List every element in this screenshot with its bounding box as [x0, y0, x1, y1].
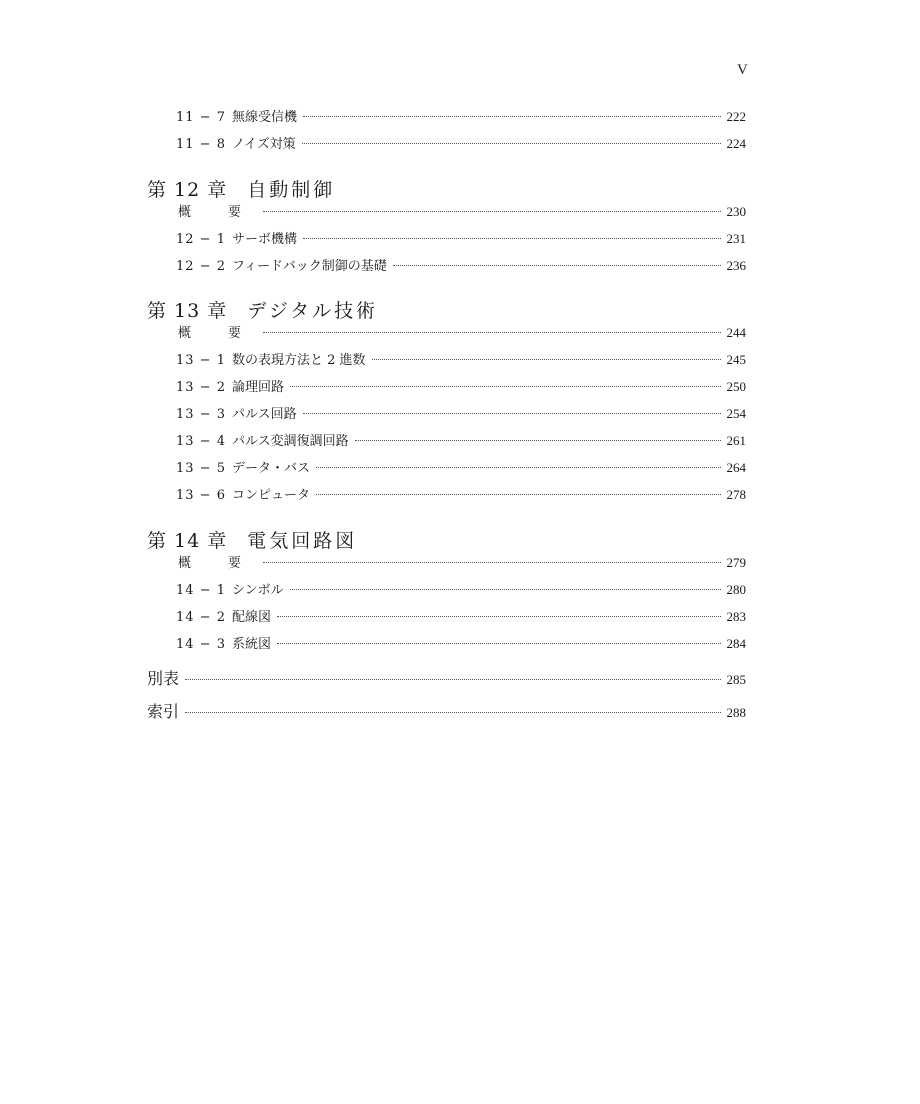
section-title: 系統図 [232, 637, 272, 652]
section-number: 14 − 3 [176, 637, 226, 652]
chapter-number: 第 14 章 [147, 530, 228, 552]
dot-leader [263, 211, 720, 212]
page-ref: 264 [726, 460, 746, 475]
section-number: 13 − 5 [176, 461, 226, 476]
dot-leader [302, 143, 721, 144]
dot-leader [303, 116, 720, 117]
toc-entry-section[interactable] [176, 133, 746, 152]
section-title: パルス回路 [232, 407, 297, 422]
page-ref: 250 [726, 379, 746, 394]
toc-entry-appendix[interactable] [147, 666, 746, 689]
section-number: 11 − 7 [176, 110, 226, 125]
page-ref: 284 [726, 636, 746, 651]
page-ref: 231 [726, 231, 746, 246]
toc-entry-section[interactable] [176, 255, 746, 274]
section-title: データ・バス [232, 461, 311, 476]
section-title: シンボル [232, 583, 284, 598]
chapter-title: 自動制御 [247, 179, 336, 201]
appendix-title: 別表 [147, 669, 180, 688]
chapter-title: デジタル技術 [247, 300, 379, 322]
page-ref: 285 [726, 672, 746, 687]
chapter-number: 第 13 章 [147, 300, 228, 322]
page-ref: 244 [726, 325, 746, 340]
page-ref: 288 [726, 705, 746, 720]
page-ref: 283 [726, 609, 746, 624]
page-ref: 222 [726, 109, 746, 124]
section-number: 12 − 1 [176, 232, 226, 247]
dot-leader [290, 386, 720, 387]
dot-leader [263, 562, 720, 563]
chapter-heading[interactable] [147, 296, 378, 323]
toc-entry-overview[interactable] [178, 322, 746, 341]
section-number: 11 − 8 [176, 137, 226, 152]
dot-leader [316, 467, 720, 468]
dot-leader [316, 494, 720, 495]
section-number: 13 − 1 [176, 353, 226, 368]
page-ref: 236 [726, 258, 746, 273]
section-number: 13 − 3 [176, 407, 226, 422]
dot-leader [290, 589, 721, 590]
section-title: 無線受信機 [232, 110, 298, 125]
chapter-heading[interactable] [147, 175, 335, 202]
page-ref: 278 [726, 487, 746, 502]
dot-leader [355, 440, 721, 441]
overview-label: 概 要 [178, 205, 254, 220]
dot-leader [303, 413, 721, 414]
toc-entry-section[interactable] [176, 457, 746, 476]
page-ref: 224 [726, 136, 746, 151]
toc-entry-section[interactable] [176, 633, 746, 652]
dot-leader [393, 265, 721, 266]
chapter-heading[interactable] [147, 526, 357, 553]
toc-entry-section[interactable] [176, 376, 746, 395]
page-ref: 254 [726, 406, 746, 421]
dot-leader [277, 616, 720, 617]
overview-label: 概 要 [178, 556, 254, 571]
toc-entry-overview[interactable] [178, 201, 746, 220]
page-ref: 245 [726, 352, 746, 367]
toc-entry-overview[interactable] [178, 552, 746, 571]
section-title: サーボ機構 [232, 232, 298, 247]
page-ref: 261 [726, 433, 746, 448]
toc-entry-section[interactable] [176, 430, 746, 449]
section-number: 12 − 2 [176, 259, 226, 274]
page-ref: 280 [726, 582, 746, 597]
dot-leader [303, 238, 720, 239]
index-title: 索引 [147, 702, 180, 721]
toc-entry-section[interactable] [176, 579, 746, 598]
toc-entry-section[interactable] [176, 484, 746, 503]
toc-entry-section[interactable] [176, 106, 746, 125]
toc-entry-section[interactable] [176, 349, 746, 368]
section-number: 13 − 4 [176, 434, 226, 449]
section-title: 論理回路 [232, 380, 285, 395]
dot-leader [372, 359, 721, 360]
dot-leader [277, 643, 720, 644]
section-title: ノイズ対策 [232, 137, 296, 152]
dot-leader [263, 332, 720, 333]
toc-entry-section[interactable] [176, 228, 746, 247]
chapter-number: 第 12 章 [147, 179, 228, 201]
dot-leader [185, 712, 720, 713]
toc-entry-section[interactable] [176, 403, 746, 422]
chapter-title: 電気回路図 [247, 530, 358, 552]
page-ref: 279 [726, 555, 746, 570]
section-title: フィードバック制御の基礎 [232, 259, 387, 274]
section-title: パルス変調復調回路 [232, 434, 349, 449]
section-title: コンピュータ [232, 488, 311, 503]
page-number: V [737, 62, 748, 78]
dot-leader [185, 679, 720, 680]
section-number: 13 − 6 [176, 488, 226, 503]
section-number: 14 − 2 [176, 610, 226, 625]
section-title: 数の表現方法と 2 進数 [232, 353, 366, 368]
toc-entry-index[interactable] [147, 699, 746, 722]
section-number: 14 − 1 [176, 583, 226, 598]
section-title: 配線図 [232, 610, 272, 625]
section-number: 13 − 2 [176, 380, 226, 395]
toc-entry-section[interactable] [176, 606, 746, 625]
overview-label: 概 要 [178, 326, 254, 341]
page-ref: 230 [726, 204, 746, 219]
